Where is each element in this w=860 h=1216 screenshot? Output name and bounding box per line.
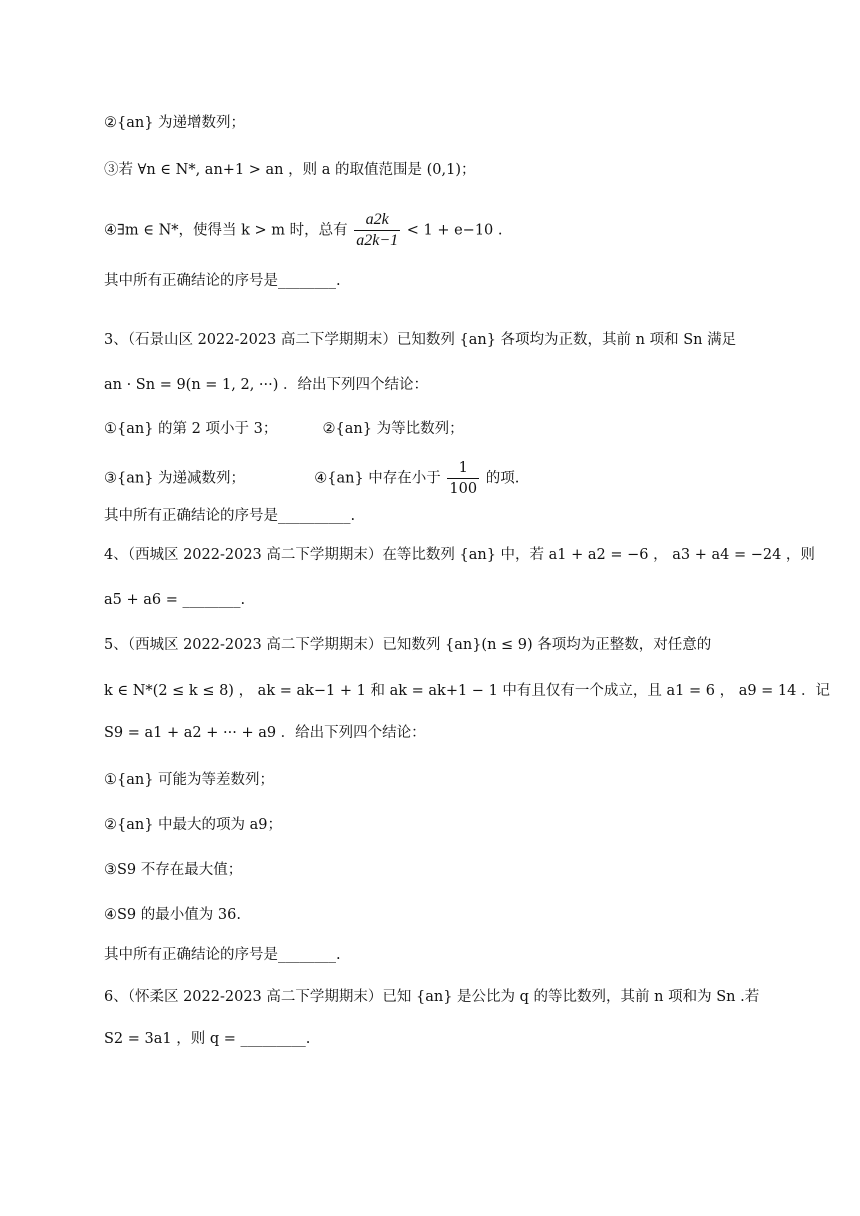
q2-item-3-text: ③若 ∀n ∈ N*, an+1 > an ，则 a 的取值范围是 (0,1)；: [104, 162, 476, 178]
q3-answer-prompt-text: 其中所有正确结论的序号是__________.: [104, 508, 356, 524]
q5-sum-definition: [104, 722, 426, 744]
q5-sum-definition-text: S9 = a1 + a2 + ··· + a9 ．给出下列四个结论：: [104, 725, 426, 741]
q3-condition: [104, 374, 428, 396]
q2-item-4: [104, 210, 503, 251]
q5-option-2: [104, 814, 282, 836]
q2-item-4-denominator: a2k−1: [356, 232, 399, 249]
q3-answer-prompt: [104, 505, 355, 527]
q5-option-2-text: ②{an} 中最大的项为 a9；: [104, 817, 283, 833]
q2-item-4-post: < 1 + e−10 .: [406, 222, 503, 239]
q3-option-4-post: 的项.: [485, 470, 520, 487]
q5-answer-prompt: [104, 944, 341, 966]
q5-option-3-text: ③S9 不存在最大值；: [104, 862, 243, 878]
q3-heading-text: 3、（石景山区 2022-2023 高二下学期期末）已知数列 {an} 各项均为正数，其前 n 项和 Sn 满足: [104, 332, 737, 348]
q2-answer-prompt-text: 其中所有正确结论的序号是________.: [104, 273, 341, 289]
q3-option-4-denominator: 100: [449, 481, 478, 497]
q6-heading: [104, 986, 759, 1008]
q2-item-4-numerator: a2k: [354, 210, 400, 231]
q4-answer-prompt: [104, 589, 245, 611]
q5-condition-text: k ∈ N*(2 ≤ k ≤ 8) ， ak = ak−1 + 1 和 ak = ak+1 − 1 中有且仅有一个成立，且 a1 = 6 ， a9 = 14 ．记: [104, 683, 830, 699]
q3-heading: [104, 329, 736, 351]
q3-option-4-pre: ④{an} 中存在小于: [314, 470, 441, 487]
q3-option-4-numerator: 1: [447, 458, 479, 479]
q5-option-1: [104, 769, 274, 791]
q6-heading-text: 6、（怀柔区 2022-2023 高二下学期期末）已知 {an} 是公比为 q 的等比数列，其前 n 项和为 Sn .若: [104, 989, 760, 1005]
q5-answer-prompt-text: 其中所有正确结论的序号是________.: [104, 947, 341, 963]
q5-condition: [104, 680, 830, 702]
q5-option-1-text: ①{an} 可能为等差数列；: [104, 772, 275, 788]
q2-answer-prompt: [104, 270, 341, 292]
q3-option-1: ①{an} 的第 2 项小于 3；: [104, 421, 278, 437]
q5-option-4: [104, 904, 241, 926]
q2-item-2: [104, 112, 245, 134]
q4-answer-prompt-text: a5 + a6 = ________.: [104, 592, 246, 608]
q4-heading: [104, 544, 815, 566]
q5-heading-text: 5、（西城区 2022-2023 高二下学期期末）已知数列 {an}(n ≤ 9) 各项均为正整数，对任意的: [104, 637, 712, 653]
q6-answer-prompt: [104, 1028, 310, 1050]
q5-option-4-text: ④S9 的最小值为 36.: [104, 907, 241, 923]
q3-option-4-fraction: [447, 458, 479, 499]
q3-option-2: ②{an} 为等比数列；: [322, 421, 464, 437]
q6-answer-prompt-text: S2 = 3a1 ，则 q = _________.: [104, 1031, 311, 1047]
q3-options-row-2: [104, 458, 519, 499]
q4-heading-text: 4、（西城区 2022-2023 高二下学期期末）在等比数列 {an} 中，若 a1 + a2 = −6 ， a3 + a4 = −24 ，则: [104, 547, 815, 563]
q3-options-row-1: [104, 418, 464, 440]
q2-item-4-fraction: [354, 210, 400, 251]
q2-item-2-text: ②{an} 为递增数列；: [104, 115, 246, 131]
q5-heading: [104, 634, 711, 656]
q3-condition-text: an · Sn = 9(n = 1, 2, ···) ．给出下列四个结论：: [104, 377, 429, 393]
q3-option-3: ③{an} 为递减数列；: [104, 470, 246, 487]
q2-item-4-pre: ④∃m ∈ N*，使得当 k > m 时，总有: [104, 222, 348, 239]
q5-option-3: [104, 859, 242, 881]
q2-item-3: [104, 159, 475, 181]
